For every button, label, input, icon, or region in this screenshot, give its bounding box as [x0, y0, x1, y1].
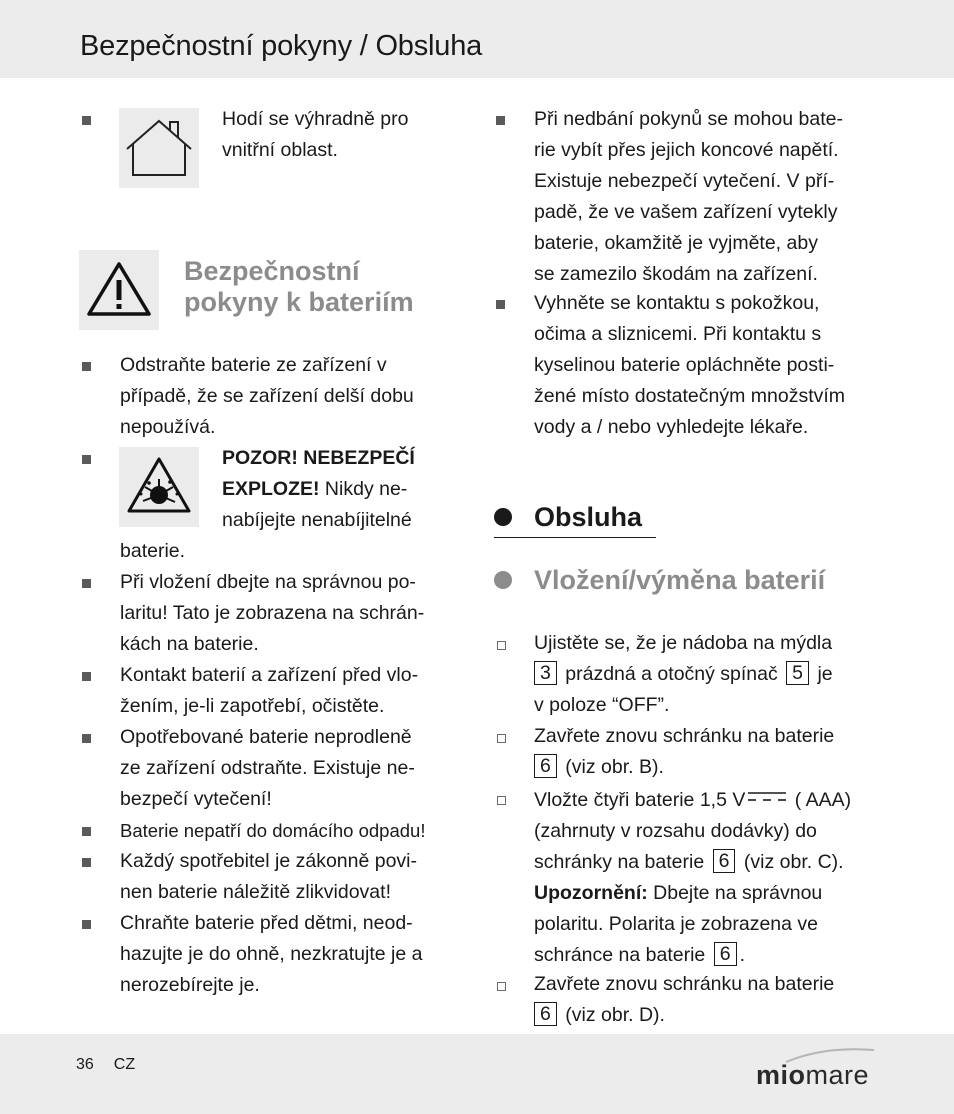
explosion-warning-text: POZOR! NEBEZPEČÍ EXPLOZE! Nikdy ne- nabíjejte nenabíjitelné [222, 447, 415, 531]
ref-number: 5 [786, 661, 809, 685]
list-item: Odstraňte baterie ze zařízení v případě, že se zařízení delší dobu nepoužívá. [120, 354, 414, 438]
ref-number: 6 [714, 942, 737, 966]
house-icon [119, 108, 199, 188]
list-item: Kontakt baterií a zařízení před vlo- žením, je-li zapotřebí, očistěte. [120, 664, 419, 717]
bullet [496, 300, 505, 309]
ref-number: 3 [534, 661, 557, 685]
warning-triangle-icon [79, 250, 159, 330]
section-dot [494, 508, 512, 526]
indoor-text: Hodí se výhradně pro vnitřní oblast. [222, 108, 409, 161]
step-text: Ujistěte se, že je nádoba na mýdla 3 prázdná a otočný spínač 5 je v poloze “OFF”. [534, 632, 833, 716]
bullet [82, 362, 91, 371]
step-checkbox [497, 796, 506, 805]
explosion-warning-text-end: baterie. [120, 540, 186, 562]
list-item: Opotřebované baterie neprodleně ze zařízení odstraňte. Existuje ne- bezpečí vytečení! [120, 726, 415, 810]
subsection-title: Vložení/výměna baterií [534, 565, 826, 595]
bullet [496, 116, 505, 125]
step-checkbox [497, 982, 506, 991]
bullet [82, 734, 91, 743]
bullet [82, 455, 91, 464]
ref-number: 6 [713, 849, 736, 873]
page-title: Bezpečnostní pokyny / Obsluha [80, 30, 483, 62]
list-item: Vyhněte se kontaktu s pokožkou, očima a sliznicemi. Při kontaktu s kyselinou baterie opláchněte posti- žené místo dostatečným množstvím vody a / nebo vyhledejte lékaře. [534, 292, 846, 438]
ref-number: 6 [534, 754, 557, 778]
list-item: Při vložení dbejte na správnou po- laritu! Tato je zobrazena na schrán- kách na baterie. [120, 571, 425, 655]
bullet [82, 672, 91, 681]
list-item: Při nedbání pokynů se mohou bate- rie vybít přes jejich koncové napětí. Existuje nebezpečí vytečení. V pří- padě, že ve vašem zařízení vytekly baterie, okamžitě je vyjměte, aby se zamezilo škodám na zařízení. [534, 108, 843, 285]
explosion-warning-icon [119, 447, 199, 527]
subsection-dot [494, 571, 512, 589]
list-item: Každý spotřebitel je zákonně povi- nen baterie náležitě zlikvidovat! [120, 850, 418, 903]
bullet [82, 579, 91, 588]
dc-voltage-icon [745, 783, 789, 797]
step-checkbox [497, 734, 506, 743]
bullet [82, 858, 91, 867]
step-text: Vložte čtyři baterie 1,5 V ( AAA) (zahrnuty v rozsahu dodávky) do schránky na baterie 6 (viz obr. C). Upozornění: Dbejte na správnou polaritu. Polarita je zobrazena ve schránce na baterie 6 . [534, 783, 851, 971]
list-item: Chraňte baterie před dětmi, neod- hazujte je do ohně, nezkratujte je a nerozebírejte je. [120, 912, 423, 996]
section-underline [494, 537, 656, 538]
page-number: 36 CZ [76, 1056, 136, 1073]
page-header [0, 0, 954, 78]
step-text: Zavřete znovu schránku na baterie 6 (viz obr. B). [534, 725, 835, 778]
battery-safety-heading: Bezpečnostní pokyny k bateriím [184, 256, 414, 317]
bullet [82, 116, 91, 125]
section-title: Obsluha [534, 502, 643, 532]
bullet [82, 827, 91, 836]
step-checkbox [497, 641, 506, 650]
step-text: Zavřete znovu schránku na baterie 6 (viz obr. D). [534, 973, 835, 1026]
bullet [82, 920, 91, 929]
ref-number: 6 [534, 1002, 557, 1026]
brand-logo: miomare [756, 1060, 870, 1090]
list-item: Baterie nepatří do domácího odpadu! [120, 820, 426, 841]
